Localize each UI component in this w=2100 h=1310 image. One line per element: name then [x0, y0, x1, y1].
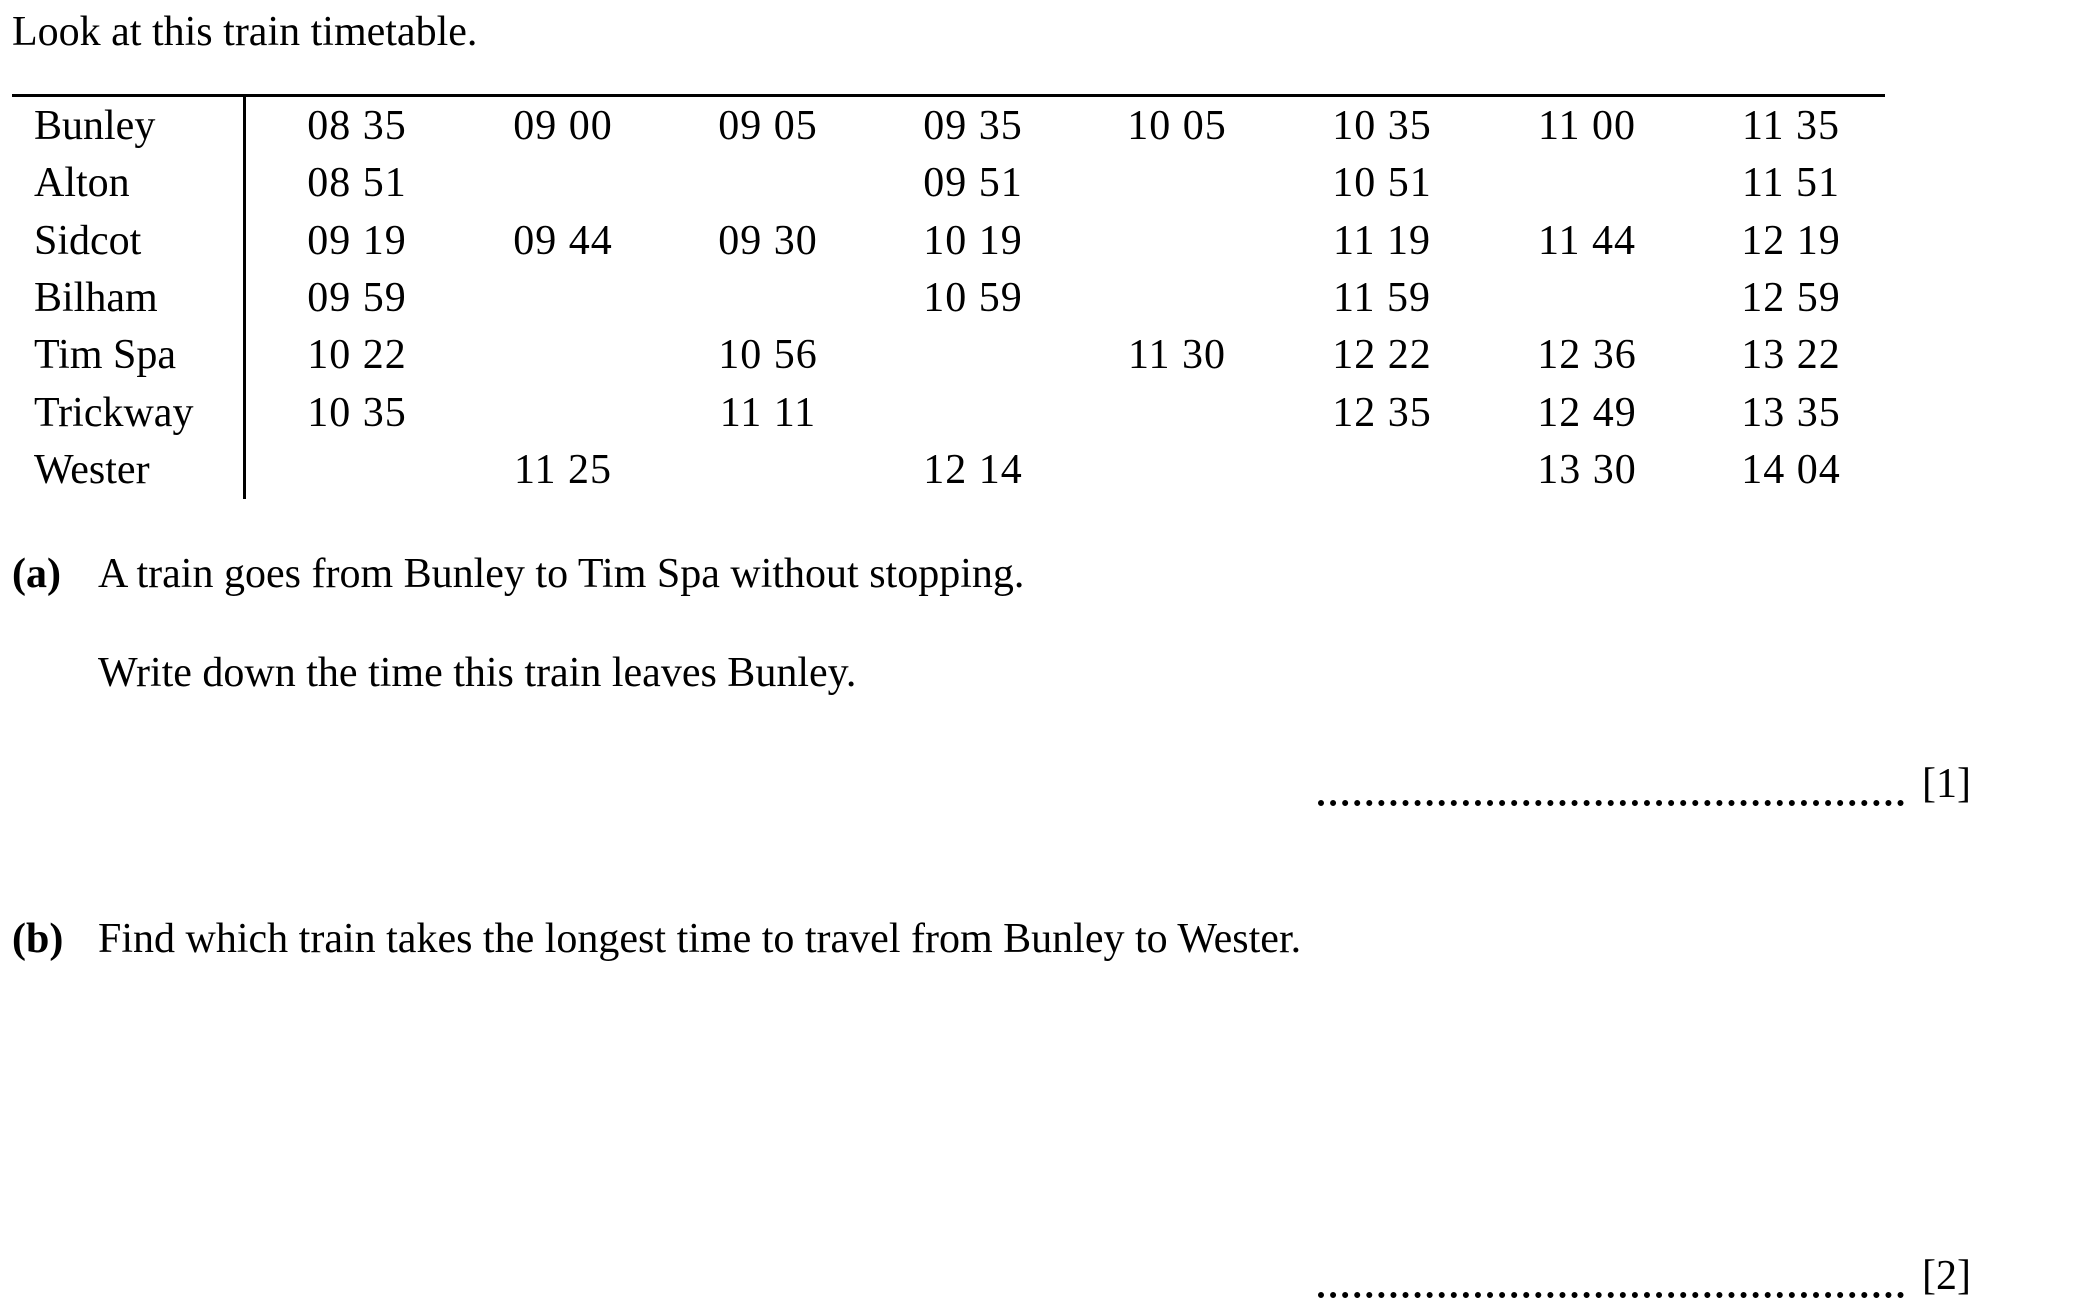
departure-time: 13 35 [1741, 389, 1841, 436]
departure-time: 12 35 [1332, 389, 1432, 436]
departure-time: 14 04 [1741, 446, 1841, 493]
departure-time: 12 14 [923, 446, 1023, 493]
answer-line-a[interactable] [1318, 800, 1904, 806]
question-a [12, 548, 1024, 600]
departure-time: 11 44 [1538, 217, 1636, 264]
timetable-row [12, 270, 1885, 327]
answer-line-b[interactable] [1318, 1292, 1904, 1298]
departure-time: 10 51 [1332, 160, 1432, 207]
question-a-instruction: Write down the time this train leaves Bunley. [98, 650, 857, 696]
departure-time: 10 19 [923, 217, 1023, 264]
departure-time: 11 59 [1333, 274, 1431, 321]
station-name: Trickway [34, 389, 194, 436]
departure-time: 12 19 [1741, 217, 1841, 264]
departure-time: 13 22 [1741, 332, 1841, 379]
question-a-text: A train goes from Bunley to Tim Spa without stopping. [98, 551, 1025, 597]
marks-a: [1] [1922, 761, 1971, 807]
departure-time: 09 19 [307, 217, 407, 264]
departure-time: 10 05 [1127, 103, 1227, 149]
timetable-top-rule [12, 94, 1885, 97]
departure-time: 09 00 [513, 103, 613, 149]
timetable-row [12, 155, 1885, 212]
station-name: Alton [34, 160, 130, 207]
departure-time: 11 11 [719, 389, 817, 436]
timetable-row [12, 327, 1885, 384]
question-b-label: (b) [12, 916, 64, 962]
departure-time: 10 59 [923, 274, 1023, 321]
station-name: Tim Spa [34, 332, 177, 379]
departure-time: 11 25 [514, 446, 612, 493]
departure-time: 10 22 [307, 332, 407, 379]
station-name: Bunley [34, 103, 156, 149]
departure-time: 12 36 [1537, 332, 1637, 379]
departure-time: 08 51 [307, 160, 407, 207]
departure-time: 11 30 [1128, 332, 1226, 379]
departure-time: 10 35 [307, 389, 407, 436]
departure-time: 12 22 [1332, 332, 1432, 379]
intro-text: Look at this train timetable. [12, 9, 478, 55]
departure-time: 11 19 [1333, 217, 1431, 264]
departure-time: 10 56 [718, 332, 818, 379]
departure-time: 09 05 [718, 103, 818, 149]
station-name: Bilham [34, 274, 158, 321]
departure-time: 12 59 [1741, 274, 1841, 321]
marks-b: [2] [1922, 1253, 1971, 1299]
departure-time: 09 35 [923, 103, 1023, 149]
departure-time: 09 51 [923, 160, 1023, 207]
timetable-row [12, 98, 1885, 155]
timetable-row [12, 385, 1885, 442]
departure-time: 10 35 [1332, 103, 1432, 149]
departure-time: 08 35 [307, 103, 407, 149]
question-b-text: Find which train takes the longest time to travel from Bunley to Wester. [98, 916, 1302, 962]
question-a-label: (a) [12, 551, 61, 597]
question-b [12, 913, 1301, 965]
departure-time: 09 44 [513, 217, 613, 264]
departure-time: 09 59 [307, 274, 407, 321]
station-name: Sidcot [34, 217, 142, 264]
departure-time: 12 49 [1537, 389, 1637, 436]
timetable-row [12, 442, 1885, 499]
timetable-row [12, 213, 1885, 270]
station-name: Wester [34, 446, 150, 493]
departure-time: 11 51 [1742, 160, 1840, 207]
departure-time: 11 00 [1538, 103, 1636, 149]
train-timetable [12, 94, 1885, 499]
departure-time: 11 35 [1742, 103, 1840, 149]
departure-time: 09 30 [718, 217, 818, 264]
departure-time: 13 30 [1537, 446, 1637, 493]
